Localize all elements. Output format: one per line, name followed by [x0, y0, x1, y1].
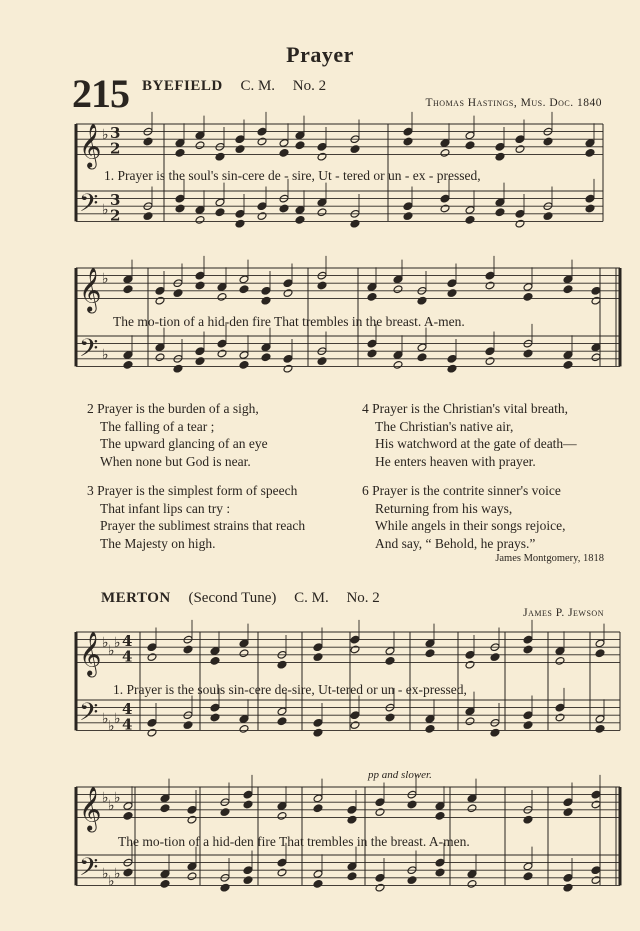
tune2-composer: James P. Jewson [523, 607, 604, 619]
notehead [155, 296, 165, 305]
notehead [417, 296, 427, 305]
flat-sign-icon: ♭ [102, 127, 109, 144]
notehead [195, 281, 205, 290]
notehead [440, 148, 450, 157]
notehead [555, 656, 565, 665]
tune2-header [101, 590, 380, 607]
stanza-line: His watchword at the gate of death— [375, 436, 577, 451]
notehead [187, 815, 197, 824]
notehead [277, 868, 287, 877]
notehead [295, 215, 305, 224]
flat-sign-icon: ♭ [102, 201, 109, 218]
notehead [347, 815, 357, 824]
notehead [243, 876, 253, 885]
notehead [295, 141, 305, 150]
notehead [407, 800, 417, 809]
stanza-4 [362, 400, 577, 470]
stanza-line: While angels in their songs rejoice, [375, 518, 566, 533]
notehead [595, 649, 605, 658]
tune2-line1-lyric: 1. Prayer is the souls sin-cere de-sire, Ut-tered or un - ex-pressed, [113, 682, 467, 697]
notehead [490, 728, 500, 737]
stanza-line: 3 Prayer is the simplest form of speech [87, 483, 298, 498]
notehead [279, 148, 289, 157]
treble-clef-icon: 𝄞 [79, 786, 102, 831]
notehead [147, 653, 157, 662]
flat-sign-icon: ♭ [114, 865, 121, 882]
notehead [313, 879, 323, 888]
notehead [210, 656, 220, 665]
notehead [217, 349, 227, 358]
notehead [465, 141, 475, 150]
notehead [465, 215, 475, 224]
notehead [123, 868, 133, 877]
flat-sign-icon: ♭ [108, 718, 115, 735]
notehead [393, 285, 403, 294]
time-signature-bottom: 2 [110, 206, 121, 225]
notehead [490, 653, 500, 662]
notehead [313, 804, 323, 813]
notehead [283, 364, 293, 373]
notehead [403, 212, 413, 221]
notehead [467, 879, 477, 888]
notehead [215, 152, 225, 161]
notehead [147, 728, 157, 737]
notehead [495, 152, 505, 161]
flat-sign-icon: ♭ [102, 790, 109, 807]
notehead [175, 204, 185, 213]
notehead [585, 148, 595, 157]
stanza-line: Prayer the sublimest strains that reach [100, 518, 306, 533]
notehead [485, 281, 495, 290]
notehead [173, 364, 183, 373]
notehead [279, 204, 289, 213]
notehead [447, 289, 457, 298]
notehead [523, 815, 533, 824]
flat-sign-icon: ♭ [102, 271, 109, 288]
notehead [417, 353, 427, 362]
bass-clef-icon: 𝄢 [79, 697, 99, 733]
notehead [467, 804, 477, 813]
notehead [555, 713, 565, 722]
flat-sign-icon: ♭ [114, 790, 121, 807]
notehead [375, 808, 385, 817]
notehead [465, 660, 475, 669]
flat-sign-icon: ♭ [102, 710, 109, 727]
time-signature-top: 3 [110, 191, 121, 210]
tune2-line2-lyric: The mo-tion of a hid-den fire That trembles in the breast. A-men. [118, 834, 470, 849]
notehead [385, 656, 395, 665]
bass-clef-icon: 𝄢 [79, 852, 99, 888]
tune2-number: No. 2 [346, 590, 380, 606]
notehead [283, 289, 293, 298]
tune1-line2-lyric: The mo-tion of a hid-den fire That trembles in the breast. A-men. [113, 314, 465, 329]
stanza-line: And say, “ Behold, he prays.” [375, 535, 536, 551]
notehead [313, 653, 323, 662]
notehead [183, 645, 193, 654]
stanza-line: That infant lips can try : [100, 500, 231, 516]
flat-sign-icon: ♭ [108, 642, 115, 659]
notehead [350, 219, 360, 228]
stanza-line: He enters heaven with prayer. [375, 453, 536, 469]
notehead [317, 281, 327, 290]
notehead [485, 357, 495, 366]
hymn-number: 215 [72, 71, 129, 116]
notehead [239, 724, 249, 733]
notehead [235, 145, 245, 154]
flat-sign-icon: ♭ [102, 346, 109, 363]
notehead [350, 145, 360, 154]
notehead [195, 215, 205, 224]
stanza-line: 4 Prayer is the Christian's vital breath, [362, 401, 569, 416]
notehead [385, 713, 395, 722]
stanza-line: 2 Prayer is the burden of a sigh, [87, 401, 259, 416]
treble-clef-icon: 𝄞 [79, 123, 102, 168]
notehead [313, 728, 323, 737]
tune2-dynamic: pp and slower. [368, 769, 432, 781]
notehead [217, 292, 227, 301]
time-signature-bottom: 4 [122, 647, 133, 666]
notehead [215, 208, 225, 217]
tune1-line1-lyric: 1. Prayer is the soul's sin-cere de - sire, Ut - tered or un - ex - pressed, [104, 168, 481, 183]
notehead [393, 360, 403, 369]
notehead [435, 811, 445, 820]
time-signature-top: 3 [110, 124, 121, 143]
notehead [515, 219, 525, 228]
notehead [195, 357, 205, 366]
notehead [257, 212, 267, 221]
notehead [350, 645, 360, 654]
bass-clef-icon: 𝄢 [79, 333, 99, 369]
stanza-line: The Majesty on high. [100, 535, 216, 551]
notehead [317, 357, 327, 366]
notehead [350, 721, 360, 730]
tune1-name: BYEFIELD [142, 78, 223, 94]
treble-clef-icon: 𝄞 [79, 631, 102, 676]
time-signature-top: 4 [122, 632, 133, 651]
stanza-2 [87, 400, 268, 470]
section-title: Prayer [286, 42, 354, 67]
notehead [440, 204, 450, 213]
notehead [563, 883, 573, 892]
notehead [220, 883, 230, 892]
notehead [143, 137, 153, 146]
notehead [277, 660, 287, 669]
stanza-line: 6 Prayer is the contrite sinner's voice [362, 483, 561, 498]
notehead [261, 296, 271, 305]
flat-sign-icon: ♭ [102, 635, 109, 652]
tune1-meter: C. M. [240, 78, 276, 94]
notehead [585, 204, 595, 213]
notehead [523, 645, 533, 654]
notehead [403, 137, 413, 146]
notehead [367, 349, 377, 358]
hymn-author: James Montgomery, 1818 [495, 553, 604, 564]
stanza-6 [362, 482, 565, 552]
notehead [317, 152, 327, 161]
notehead [187, 872, 197, 881]
tune2-meter: C. M. [294, 590, 329, 606]
notehead [563, 285, 573, 294]
notehead [523, 872, 533, 881]
time-signature-bottom: 4 [122, 715, 133, 734]
notehead [407, 876, 417, 885]
notehead [367, 292, 377, 301]
notehead [543, 137, 553, 146]
notehead [595, 724, 605, 733]
notehead [563, 808, 573, 817]
flat-sign-icon: ♭ [114, 710, 121, 727]
stanza-line: Returning from his ways, [375, 500, 513, 516]
notehead [173, 289, 183, 298]
notehead [143, 212, 153, 221]
notehead [160, 804, 170, 813]
notehead [277, 717, 287, 726]
stanza-line: When none but God is near. [100, 453, 251, 469]
notehead [523, 349, 533, 358]
notehead [447, 364, 457, 373]
notehead [261, 353, 271, 362]
notehead [515, 145, 525, 154]
notehead [175, 148, 185, 157]
notehead [243, 800, 253, 809]
notehead [465, 717, 475, 726]
notehead [239, 285, 249, 294]
tune1-number: No. 2 [292, 78, 327, 94]
treble-clef-icon: 𝄞 [79, 267, 102, 312]
notehead [425, 724, 435, 733]
time-signature-top: 4 [122, 700, 133, 719]
stanza-line: The falling of a tear ; [100, 418, 215, 434]
tune1-composer: Thomas Hastings, Mus. Doc. 1840 [425, 97, 602, 109]
notehead [317, 208, 327, 217]
notehead [523, 292, 533, 301]
notehead [543, 212, 553, 221]
notehead [220, 808, 230, 817]
bass-clef-icon: 𝄢 [79, 188, 99, 224]
flat-sign-icon: ♭ [108, 873, 115, 890]
tune2-name: MERTON [101, 590, 171, 606]
notehead [123, 811, 133, 820]
tune2-subtitle: (Second Tune) [188, 590, 277, 606]
notehead [257, 137, 267, 146]
time-signature-bottom: 2 [110, 139, 121, 158]
notehead [523, 721, 533, 730]
notehead [239, 649, 249, 658]
stanza-line: The upward glancing of an eye [100, 436, 268, 451]
notehead [375, 883, 385, 892]
notehead [235, 219, 245, 228]
notehead [210, 713, 220, 722]
flat-sign-icon: ♭ [114, 635, 121, 652]
notehead [277, 811, 287, 820]
notehead [347, 872, 357, 881]
notehead [183, 721, 193, 730]
notehead [239, 360, 249, 369]
notehead [435, 868, 445, 877]
stanza-line: The Christian's native air, [375, 418, 514, 434]
flat-sign-icon: ♭ [108, 797, 115, 814]
notehead [195, 141, 205, 150]
notehead [425, 649, 435, 658]
stanza-3 [87, 482, 305, 552]
notehead [155, 353, 165, 362]
notehead [495, 208, 505, 217]
notehead [160, 879, 170, 888]
notehead [123, 360, 133, 369]
notehead [123, 285, 133, 294]
flat-sign-icon: ♭ [102, 865, 109, 882]
notehead [563, 360, 573, 369]
